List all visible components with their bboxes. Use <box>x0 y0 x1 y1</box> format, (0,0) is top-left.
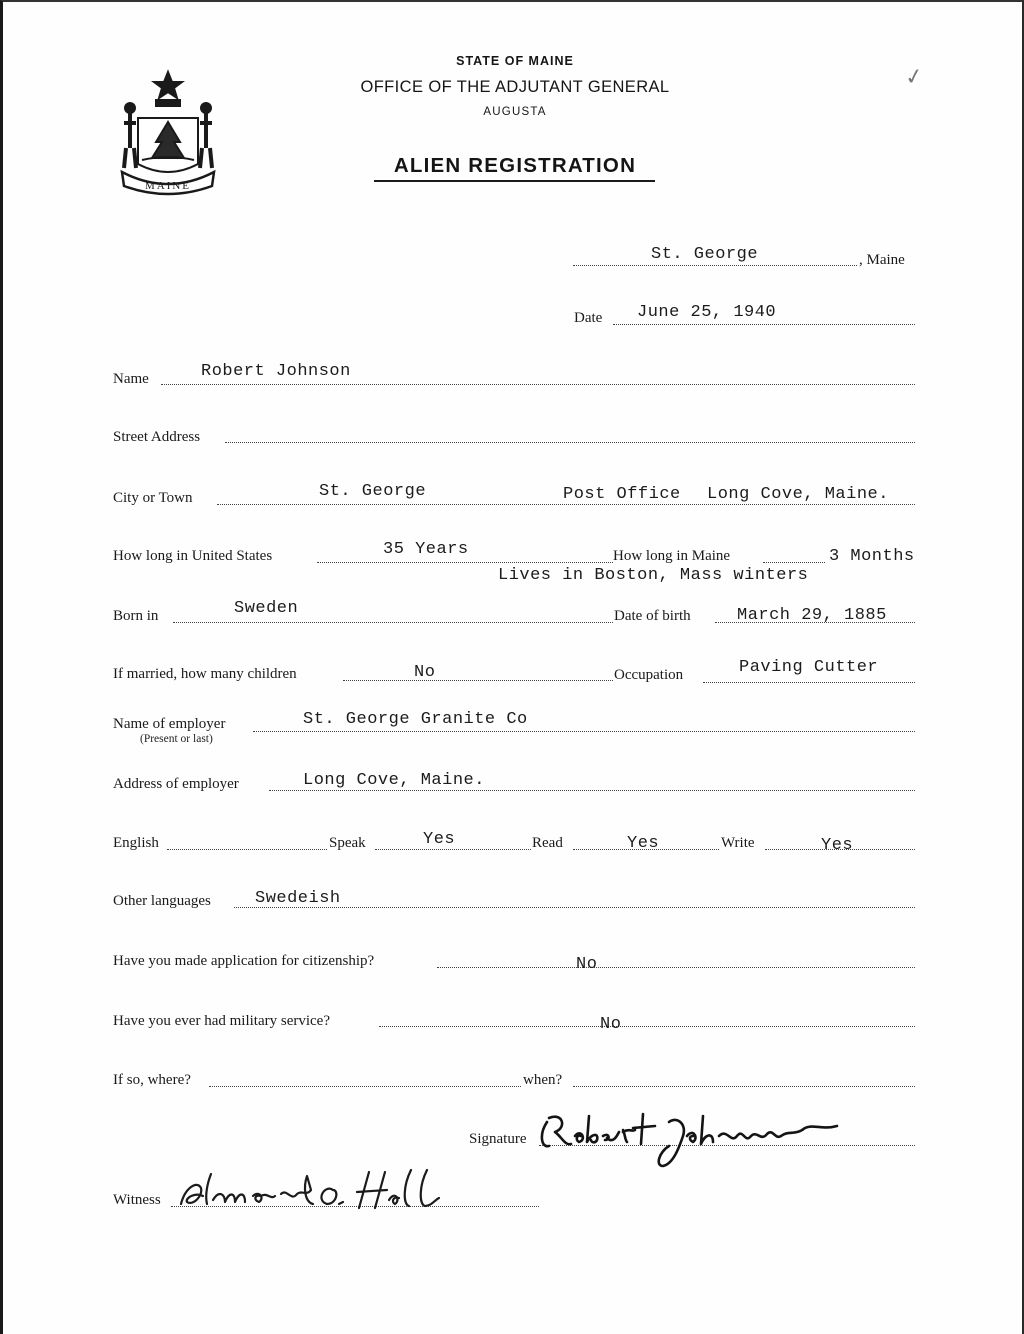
born-in-label: Born in <box>113 608 159 624</box>
citizenship-label: Have you made application for citizenship? <box>113 953 375 969</box>
applicant-signature <box>537 1106 857 1176</box>
employer-address-line <box>269 790 915 791</box>
military-value: No <box>600 1015 622 1034</box>
children-value: No <box>414 663 436 682</box>
children-label: If married, how many children <box>113 666 297 682</box>
employer-label: Name of employer <box>113 716 226 732</box>
other-languages-value: Swedeish <box>255 889 341 908</box>
other-languages-label: Other languages <box>113 893 211 909</box>
citizenship-value: No <box>576 955 598 974</box>
employer-sublabel: (Present or last) <box>140 733 213 745</box>
employer-value: St. George Granite Co <box>303 710 528 729</box>
english-line <box>167 849 327 850</box>
occupation-line <box>703 682 915 683</box>
date-line <box>613 324 915 325</box>
when-label: when? <box>523 1072 563 1088</box>
occupation-label: Occupation <box>614 667 684 683</box>
employer-address-value: Long Cove, Maine. <box>303 771 485 790</box>
location-suffix: , Maine <box>859 252 905 268</box>
residence-note: Lives in Boston, Mass winters <box>498 566 809 585</box>
city-town-line <box>217 504 915 505</box>
children-line <box>343 680 613 681</box>
location-value: St. George <box>651 245 759 264</box>
dob-label: Date of birth <box>614 608 691 624</box>
occupation-value: Paving Cutter <box>739 658 879 677</box>
write-label: Write <box>721 835 755 851</box>
speak-value: Yes <box>423 830 456 849</box>
post-office-label: Post Office <box>563 485 681 504</box>
check-mark: ✓ <box>902 62 926 91</box>
name-line <box>161 384 915 385</box>
city-heading: AUGUSTA <box>483 106 547 118</box>
location-line <box>573 265 857 266</box>
date-label: Date <box>574 310 603 326</box>
signature-label: Signature <box>469 1131 527 1147</box>
witness-signature <box>173 1166 463 1218</box>
name-label: Name <box>113 371 149 387</box>
write-value: Yes <box>821 836 854 855</box>
born-in-value: Sweden <box>234 599 299 618</box>
state-heading: STATE OF MAINE <box>456 54 574 68</box>
witness-label: Witness <box>113 1192 161 1208</box>
where-label: If so, where? <box>113 1072 191 1088</box>
english-label: English <box>113 835 159 851</box>
born-in-line <box>173 622 613 623</box>
citizenship-line <box>437 967 915 968</box>
years-us-value: 35 Years <box>383 540 469 559</box>
employer-address-label: Address of employer <box>113 776 239 792</box>
speak-label: Speak <box>329 835 366 851</box>
years-us-label: How long in United States <box>113 548 273 564</box>
city-town-label: City or Town <box>113 490 193 506</box>
military-label: Have you ever had military service? <box>113 1013 330 1029</box>
office-heading: OFFICE OF THE ADJUTANT GENERAL <box>360 78 670 96</box>
name-value: Robert Johnson <box>201 362 351 381</box>
street-label: Street Address <box>113 429 201 445</box>
when-line <box>573 1086 915 1087</box>
years-maine-label: How long in Maine <box>613 548 731 564</box>
read-label: Read <box>532 835 563 851</box>
city-town-value: St. George <box>319 482 427 501</box>
date-value: June 25, 1940 <box>637 303 777 322</box>
dob-value: March 29, 1885 <box>737 606 887 625</box>
years-maine-value: 3 Months <box>829 547 915 566</box>
years-maine-line <box>763 562 825 563</box>
speak-line <box>375 849 531 850</box>
form-title: ALIEN REGISTRATION <box>393 154 637 177</box>
military-line <box>379 1026 915 1027</box>
post-office-value: Long Cove, Maine. <box>707 485 889 504</box>
employer-line <box>253 731 915 732</box>
read-value: Yes <box>627 834 660 853</box>
years-us-line <box>317 562 613 563</box>
seal-banner-text: MAINE <box>144 180 192 192</box>
street-line <box>225 442 915 443</box>
where-line <box>209 1086 521 1087</box>
title-underline <box>374 180 655 182</box>
